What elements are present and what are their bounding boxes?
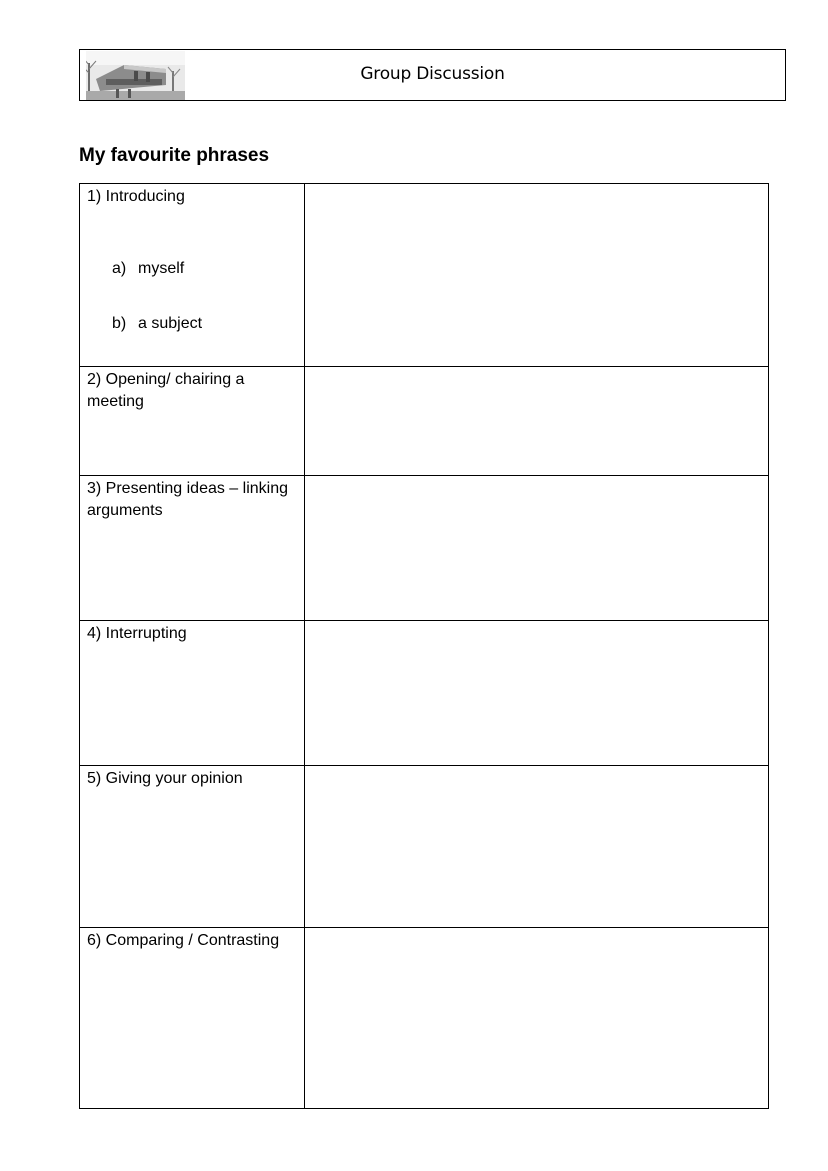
document-header	[79, 49, 786, 101]
table-row	[80, 766, 769, 928]
phrases-cell[interactable]	[305, 184, 769, 367]
phrases-cell[interactable]	[305, 367, 769, 476]
list-item	[87, 313, 297, 335]
phrases-cell[interactable]	[305, 621, 769, 766]
category-label: 2) Opening/ chairing a meeting	[87, 371, 245, 410]
list-item-label: myself	[138, 260, 185, 277]
category-cell	[80, 928, 305, 1109]
table-row	[80, 367, 769, 476]
page-title: My favourite phrases	[79, 145, 270, 166]
sub-item-list	[87, 258, 297, 335]
category-cell	[80, 184, 305, 367]
category-label: 5) Giving your opinion	[87, 770, 243, 787]
category-label: 1) Introducing	[87, 188, 185, 205]
header-title: Group Discussion	[360, 64, 505, 84]
table-row	[80, 476, 769, 621]
category-label: 6) Comparing / Contrasting	[87, 932, 280, 949]
table-row	[80, 928, 769, 1109]
phrases-cell[interactable]	[305, 928, 769, 1109]
category-label: 3) Presenting ideas – linking arguments	[87, 480, 289, 519]
category-cell	[80, 367, 305, 476]
category-cell	[80, 621, 305, 766]
phrases-cell[interactable]	[305, 766, 769, 928]
table-row	[80, 184, 769, 367]
category-label: 4) Interrupting	[87, 625, 187, 642]
phrases-table	[79, 183, 769, 1109]
list-item	[87, 258, 297, 280]
table-row	[80, 621, 769, 766]
category-cell	[80, 476, 305, 621]
list-marker: b)	[112, 315, 127, 332]
phrases-cell[interactable]	[305, 476, 769, 621]
category-cell	[80, 766, 305, 928]
list-marker: a)	[112, 260, 127, 277]
list-item-label: a subject	[138, 315, 203, 332]
